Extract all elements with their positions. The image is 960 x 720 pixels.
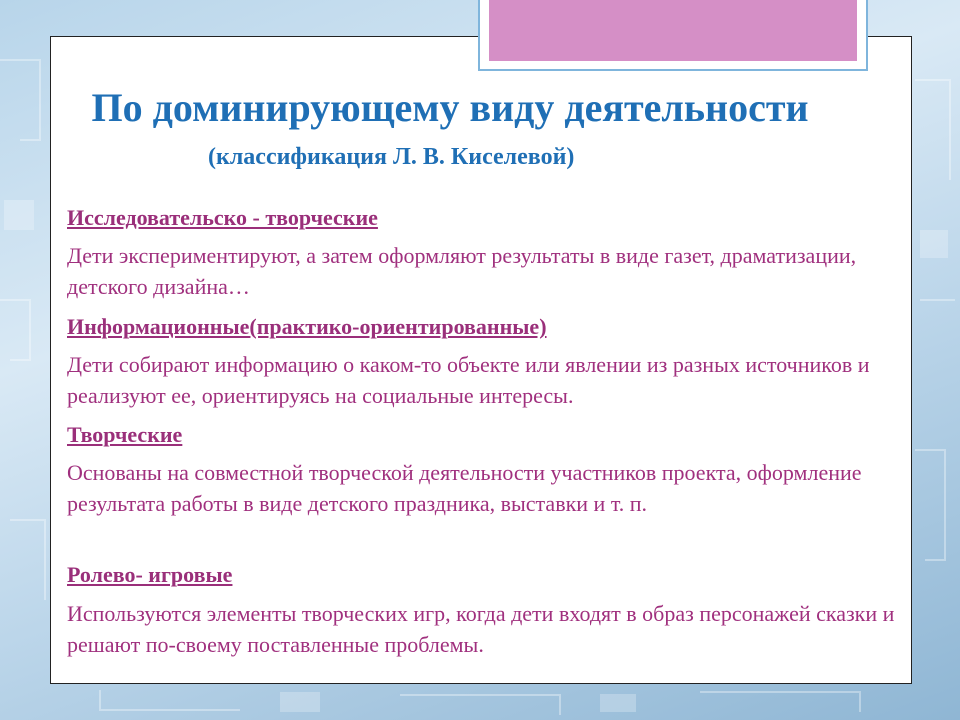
- section-text-creative: Основаны на совместной творческой деятельности участников проекта, оформление результата работы в виде детского праздника, выставки и т. п.: [67, 460, 862, 516]
- slide-title: По доминирующему виду деятельности: [91, 85, 809, 130]
- section-heading-role-play: Ролево- игровые: [67, 562, 233, 587]
- decorative-accent-block: [489, 0, 857, 61]
- section-text-informational: Дети собирают информацию о каком-то объекте или явлении из разных источников и реализуют ее, ориентируясь на социальные интересы.: [67, 352, 870, 408]
- section-heading-creative: Творческие: [67, 422, 183, 447]
- decorative-accent-frame: [478, 0, 868, 71]
- section-heading-research: Исследовательско - творческие: [67, 205, 378, 230]
- slide-subtitle: (классификация Л. В. Киселевой): [208, 144, 575, 170]
- section-text-role-play: Используются элементы творческих игр, когда дети входят в образ персонажей сказки и решают по-своему поставленные проблемы.: [67, 601, 895, 657]
- section-text-research: Дети экспериментируют, а затем оформляют результаты в виде газет, драматизации, детского дизайна…: [67, 243, 857, 299]
- section-heading-informational: Информационные(практико-ориентированные): [67, 314, 547, 339]
